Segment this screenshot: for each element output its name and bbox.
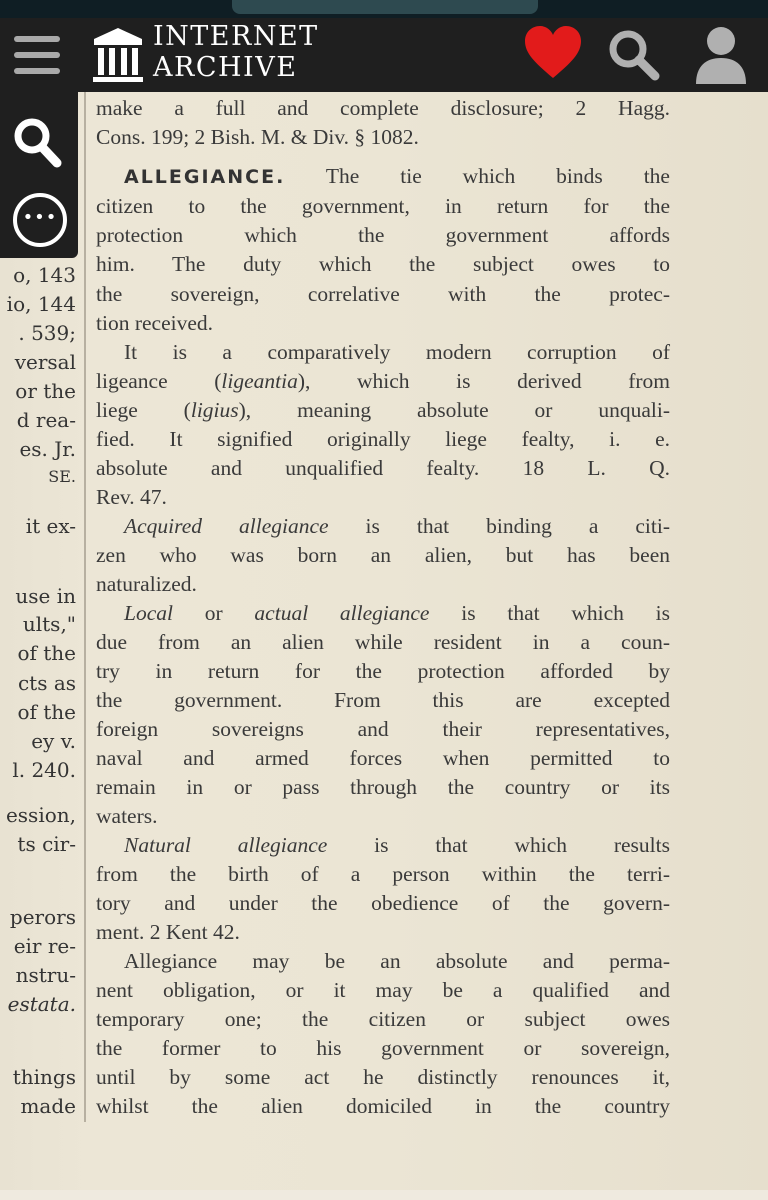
left-col-line: ts cir- [17, 832, 76, 856]
left-col-line: es. Jr. [19, 437, 76, 461]
text-line: tory and under the obedience of the govern- [96, 891, 670, 915]
left-col-line: o, 143 [13, 263, 76, 287]
text-span: ), meaning absolute or unquali- [238, 398, 670, 422]
logo-wordmark[interactable] [153, 21, 319, 83]
left-col-line: eir re- [13, 934, 76, 958]
text-line: the former to his government or sovereign, [96, 1036, 670, 1060]
text-line [96, 396, 670, 424]
text-span: is that which results [327, 833, 670, 857]
text-line: try in return for the protection afforded by [96, 659, 670, 683]
left-col-line: . 539; [18, 321, 76, 345]
left-col-line: perors [9, 905, 76, 929]
left-col-line: SE. [48, 467, 76, 486]
text-line: citizen to the government, in return for the [96, 194, 670, 218]
left-col-line: io, 144 [6, 292, 76, 316]
text-span: liege ( [96, 398, 191, 422]
text-line [96, 512, 670, 540]
italic-term: Natural allegiance [124, 833, 328, 857]
search-icon [607, 28, 661, 82]
account-button[interactable] [694, 26, 748, 86]
text-span: is that which is [429, 601, 670, 625]
hamburger-icon [14, 36, 60, 42]
text-line: Allegiance may be an absolute and perma- [124, 949, 670, 973]
left-col-line: l. 240. [12, 758, 76, 782]
left-col-line: or the [15, 379, 76, 403]
heart-icon [524, 26, 582, 80]
reader-side-toolbar [0, 92, 78, 258]
left-col-line: ession, [5, 803, 76, 827]
text-line: tion received. [96, 311, 214, 335]
text-line: foreign sovereigns and their representatives, [96, 717, 670, 741]
text-line: the sovereign, correlative with the protec- [96, 282, 670, 306]
left-col-line: nstru- [15, 963, 76, 987]
text-line: due from an alien while resident in a coun- [96, 630, 670, 654]
text-line: remain in or pass through the country or its [96, 775, 670, 799]
left-col-line: versal [14, 350, 76, 374]
text-line: ment. 2 Kent 42. [96, 920, 240, 944]
book-page-scan [0, 92, 768, 1200]
text-line [96, 599, 670, 627]
left-col-line: use in [15, 584, 76, 608]
search-icon [12, 116, 64, 170]
left-col-line: estata. [7, 992, 76, 1016]
menu-button[interactable] [14, 34, 60, 76]
bottom-edge [0, 1190, 768, 1200]
text-line: It is a comparatively modern corruption of [124, 340, 670, 364]
left-col-line: it ex- [25, 514, 76, 538]
more-options-button[interactable] [13, 193, 67, 247]
text-line: until by some act he distinctly renounces it, [96, 1065, 670, 1089]
text-line: the government. From this are excepted [96, 688, 670, 712]
text-line: whilst the alien domiciled in the country [96, 1094, 670, 1118]
text-line: fied. It signified originally liege fealty, i. e. [96, 427, 670, 451]
italic-term: ligius [190, 398, 239, 422]
logo-line-1: INTERNET [153, 21, 319, 52]
text-line: absolute and unqualified fealty. 18 L. Q. [96, 456, 670, 480]
left-col-line: of the [17, 700, 76, 724]
text-span: ), which is derived from [297, 369, 670, 393]
search-inside-button[interactable] [12, 116, 64, 170]
left-col-line: ey v. [31, 729, 76, 753]
favorite-button[interactable] [524, 26, 582, 80]
text-line: Cons. 199; 2 Bish. M. & Div. § 1082. [96, 125, 419, 149]
status-strip [0, 0, 768, 18]
entry-heading: ALLEGIANCE. [124, 166, 286, 188]
column-divider [84, 92, 86, 1122]
italic-term: ligeantia [221, 369, 298, 393]
text-span: is that binding a citi- [328, 514, 670, 538]
left-col-line: of the [17, 641, 76, 665]
logo-line-2: ARCHIVE [153, 52, 298, 83]
text-line [96, 831, 670, 859]
status-notch [232, 0, 538, 14]
text-line: zen who was born an alien, but has been [96, 543, 670, 567]
search-button[interactable] [607, 28, 661, 82]
text-span: The tie which binds the [325, 164, 670, 188]
text-line: him. The duty which the subject owes to [96, 252, 670, 276]
text-span: ligeance ( [96, 369, 222, 393]
entry-heading-line [96, 162, 670, 191]
more-options-icon: ••• [22, 207, 58, 228]
text-line: Rev. 47. [96, 485, 167, 509]
text-line: protection which the government affords [96, 223, 670, 247]
italic-term: actual allegiance [254, 601, 430, 625]
left-col-line: ults," [22, 612, 76, 636]
text-line: make a full and complete disclosure; 2 Hagg. [96, 96, 670, 120]
italic-term: Acquired allegiance [124, 514, 329, 538]
archive-building-icon [92, 25, 144, 83]
hamburger-icon-bar [14, 52, 60, 58]
top-app-bar [0, 18, 768, 92]
text-line: naturalized. [96, 572, 197, 596]
text-line: nent obligation, or it may be a qualified and [96, 978, 670, 1002]
text-line: from the birth of a person within the terri- [96, 862, 670, 886]
text-span: or [172, 601, 255, 625]
left-col-line: cts as [17, 671, 76, 695]
text-line [96, 367, 670, 395]
left-col-line: things [12, 1065, 76, 1089]
hamburger-icon-bar [14, 68, 60, 74]
italic-term: Local [124, 601, 173, 625]
text-line: waters. [96, 804, 158, 828]
left-col-line: made [20, 1094, 76, 1118]
text-line: naval and armed forces when permitted to [96, 746, 670, 770]
left-col-line: d rea- [16, 408, 76, 432]
text-line: temporary one; the citizen or subject owes [96, 1007, 670, 1031]
user-icon [694, 26, 748, 86]
